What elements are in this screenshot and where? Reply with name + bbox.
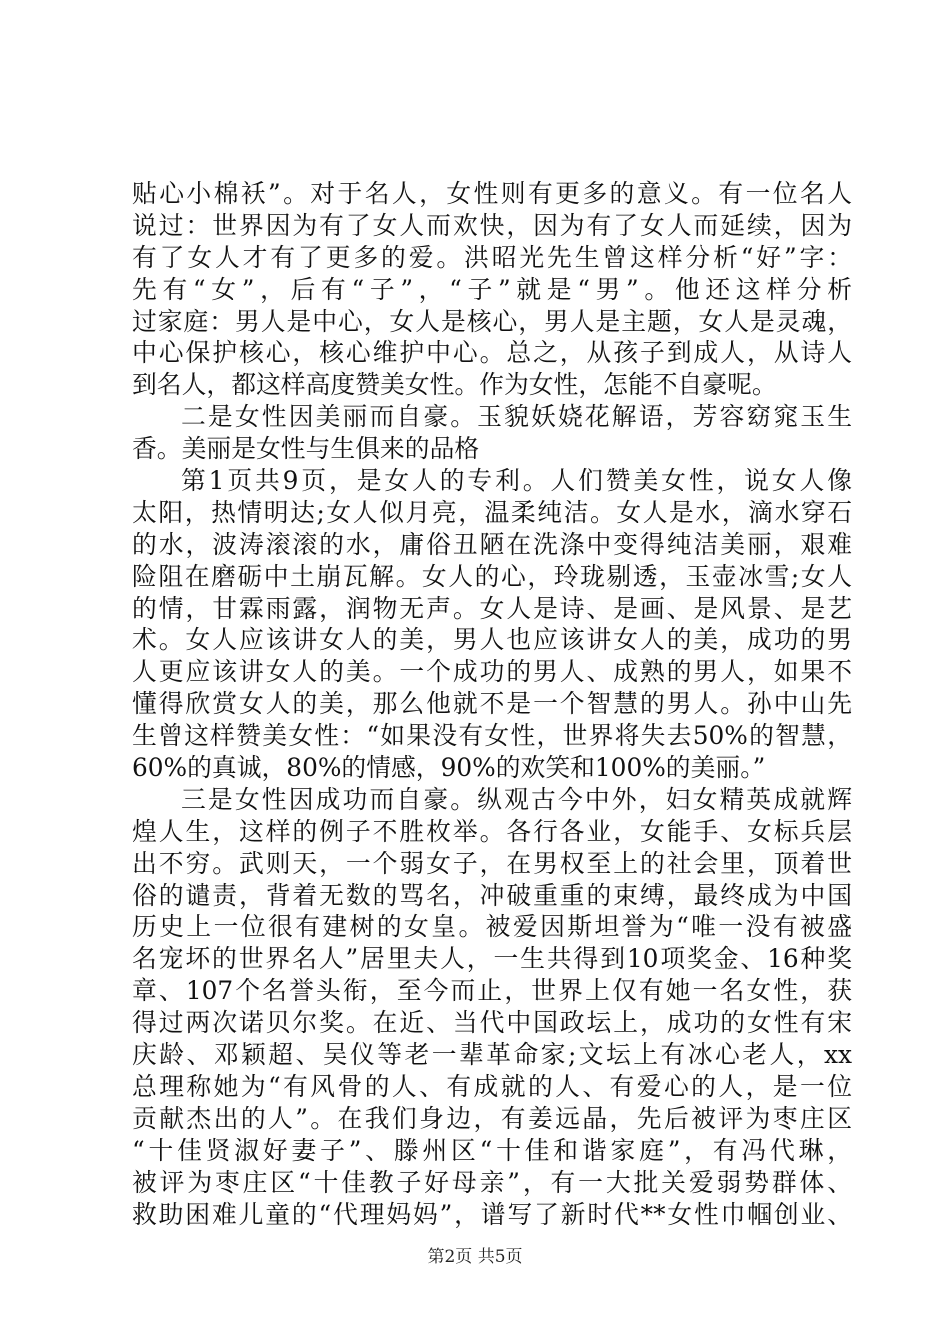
text-line: 术。女人应该讲女人的美，男人也应该讲女人的美，成功的男 [132,625,852,655]
text-line: 60%的真诚，80%的情感，90%的欢笑和100%的美丽。” [132,753,766,783]
text-line: 得过两次诺贝尔奖。在近、当代中国政坛上，成功的女性有宋 [132,1008,852,1038]
text-line: 总理称她为“有风骨的人、有成就的人、有爱心的人，是一位 [132,1071,852,1101]
text-line: 的水，波涛滚滚的水，庸俗丑陋在洗涤中变得纯洁美丽，艰难 [132,529,852,559]
page-footer-label: 第2页 共5页 [427,1247,523,1267]
text-line: 贴心小棉袄”。对于名人，女性则有更多的意义。有一位名人 [132,179,852,208]
text-line: 懂得欣赏女人的美，那么他就不是一个智慧的男人。孙中山先 [132,689,852,719]
text-line: 三是女性因成功而自豪。纵观古今中外，妇女精英成就辉 [181,784,852,814]
text-line: 二是女性因美丽而自豪。玉貌妖娆花解语，芳容窈窕玉生 [181,402,852,432]
text-line: 煌人生，这样的例子不胜枚举。各行各业，女能手、女标兵层 [132,816,852,846]
text-line: 历史上一位很有建树的女皇。被爱因斯坦誉为“唯一没有被盛 [132,912,852,942]
text-line: 太阳，热情明达;女人似月亮，温柔纯洁。女人是水，滴水穿石 [132,497,852,527]
text-line: 名宠坏的世界名人”居里夫人，一生共得到10项奖金、16种奖 [132,944,852,974]
text-line: 第1页共9页，是女人的专利。人们赞美女性，说女人像 [181,466,852,496]
text-line: 生曾这样赞美女性：“如果没有女性，世界将失去50%的智慧， [132,721,852,751]
document-body [132,178,852,1230]
text-line: 香。美丽是女性与生俱来的品格 [132,434,480,464]
text-line: 过家庭：男人是中心，女人是核心，男人是主题，女人是灵魂， [132,306,852,336]
text-line: 险阻在磨砺中土崩瓦解。女人的心，玲珑剔透，玉壶冰雪;女人 [132,561,852,591]
text-line: 说过：世界因为有了女人而欢快，因为有了女人而延续，因为 [132,210,852,240]
text-line: 出不穷。武则天，一个弱女子，在男权至上的社会里，顶着世 [132,848,852,878]
text-line: 有了女人才有了更多的爱。洪昭光先生曾这样分析“好”字： [132,242,852,272]
text-line: 贡献杰出的人”。在我们身边，有姜远晶，先后被评为枣庄区 [132,1103,852,1133]
text-line: 的情，甘霖雨露，润物无声。女人是诗、是画、是风景、是艺 [132,593,852,623]
text-line: 先有“女”，后有“子”，“子”就是“男”。他还这样分析 [132,274,852,304]
text-line: 中心保护核心，核心维护中心。总之，从孩子到成人，从诗人 [132,338,852,368]
text-line: 庆龄、邓颖超、吴仪等老一辈革命家;文坛上有冰心老人，xx [132,1040,852,1070]
text-line: 章、107个名誉头衔，至今而止，世界上仅有她一名女性，获 [132,976,852,1006]
text-line: 被评为枣庄区“十佳教子好母亲”，有一大批关爱弱势群体、 [132,1167,852,1197]
text-line: 俗的谴责，背着无数的骂名，冲破重重的束缚，最终成为中国 [132,880,852,910]
text-line: “十佳贤淑好妻子”、滕州区“十佳和谐家庭”，有冯代琳， [132,1135,852,1165]
text-line: 救助困难儿童的“代理妈妈”，谱写了新时代**女性巾帼创业、 [132,1199,852,1229]
text-line: 人更应该讲女人的美。一个成功的男人、成熟的男人，如果不 [132,657,852,687]
text-line: 到名人，都这样高度赞美女性。作为女性，怎能不自豪呢。 [132,370,777,400]
